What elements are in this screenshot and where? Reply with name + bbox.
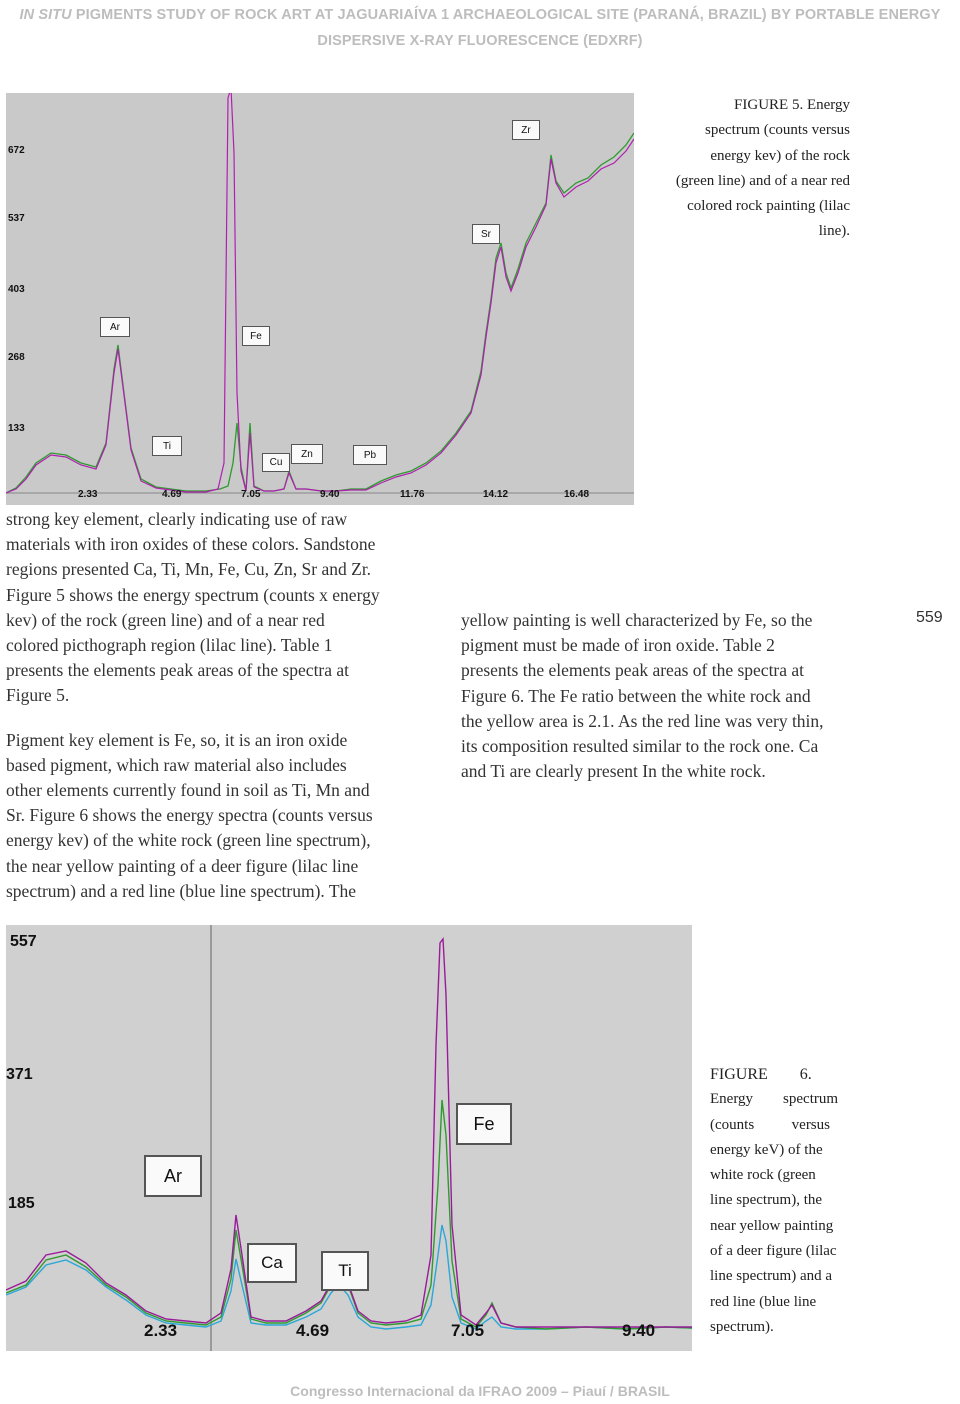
text-line: energy kev) of the white rock (green line spectrum), — [6, 830, 371, 851]
figure5-ytick-0: 672 — [8, 145, 25, 156]
figure6-caption-line: line spectrum), the — [710, 1192, 823, 1209]
text-line: and Ti are clearly present In the white rock. — [461, 761, 766, 782]
left-paragraph-1 — [6, 507, 456, 709]
text-line: regions presented Ca, Ti, Mn, Fe, Cu, Zn, Sr and Zr. — [6, 559, 372, 580]
figure6-white-rock-series — [6, 1100, 692, 1329]
figure6-caption-line: (counts versus — [710, 1116, 830, 1133]
figure5-ytick-4: 133 — [8, 423, 25, 434]
text-line: other elements currently found in soil as Ti, Mn and — [6, 780, 370, 801]
text-line: the near yellow painting of a deer figure (lilac line — [6, 855, 359, 876]
text-line: kev) of the rock (green line) and of a near red — [6, 609, 325, 630]
text-line: colored picthograph region (lilac line). Table 1 — [6, 635, 333, 656]
figure5-xtick-2: 7.05 — [241, 489, 261, 500]
figure6-caption-line: of a deer figure (lilac — [710, 1243, 837, 1260]
text-line: materials with iron oxides of these colors. Sandstone — [6, 534, 376, 555]
figure5-peak-sr: Sr — [472, 224, 500, 244]
figure6-caption-line: line spectrum) and a — [710, 1268, 833, 1285]
figure5-ytick-1: 537 — [8, 213, 25, 224]
figure6-peak-ti: Ti — [321, 1251, 369, 1291]
figure6-peak-fe: Fe — [456, 1103, 512, 1145]
right-column — [461, 608, 901, 784]
figure5-caption-line: spectrum (counts versus — [705, 122, 850, 139]
figure5-peak-cu: Cu — [262, 453, 290, 472]
running-header-line1-rest: PIGMENTS STUDY OF ROCK ART AT JAGUARIAÍVA 1 ARCHAEOLOGICAL SITE (PARANÁ, BRAZIL) BY PORTABLE ENERGY — [71, 7, 941, 23]
figure6-xtick-2: 7.05 — [451, 1321, 485, 1340]
figure6-peak-ar: Ar — [144, 1155, 202, 1197]
text-line: yellow painting is well characterized by Fe, so the — [461, 610, 813, 630]
figure6-ytick-1: 371 — [6, 1066, 33, 1083]
figure5-ytick-2: 403 — [8, 284, 25, 295]
text-line: Figure 6. The Fe ratio between the white rock and — [461, 685, 811, 706]
figure6-caption-line: red line (blue line — [710, 1293, 817, 1310]
figure5-ytick-3: 268 — [8, 352, 25, 363]
figure5-xtick-0: 2.33 — [78, 489, 98, 500]
figure5-peak-pb: Pb — [353, 445, 387, 465]
figure5-xtick-6: 16.48 — [564, 489, 590, 500]
figure5-xtick-5: 14.12 — [483, 489, 509, 500]
text-line: spectrum) and a red line (blue line spectrum). The — [6, 880, 357, 901]
figure5-peak-ar: Ar — [100, 317, 130, 337]
figure6-caption-title: FIGURE 6. — [710, 1066, 812, 1083]
running-header-italic: IN SITU — [19, 7, 72, 23]
text-line: Sr. Figure 6 shows the energy spectra (counts versus — [6, 805, 373, 826]
figure5-caption — [640, 93, 850, 245]
text-line: pigment must be made of iron oxide. Table 2 — [461, 635, 775, 656]
figure5-caption-line: colored rock painting (lilac — [687, 198, 850, 215]
figure6-spectrum — [6, 925, 692, 1351]
left-paragraph-2 — [6, 728, 456, 904]
figure6-caption-line: energy keV) of the — [710, 1141, 823, 1158]
figure6-ytick-2: 185 — [8, 1195, 35, 1212]
figure6-xtick-0: 2.33 — [144, 1321, 178, 1340]
figure5-caption-label: FIGURE 5. Energy — [734, 97, 850, 113]
page-number: 559 — [916, 609, 943, 626]
text-line: its composition resulted similar to the rock one. Ca — [461, 736, 819, 757]
running-header — [0, 2, 960, 54]
figure6-xtick-3: 9.40 — [622, 1321, 656, 1340]
figure5-spectrum — [6, 93, 634, 505]
text-line: Pigment key element is Fe, so, it is an iron oxide — [6, 729, 348, 750]
text-line: presents the elements peak areas of the spectra at — [6, 660, 350, 681]
figure5-caption-line: (green line) and of a near red — [675, 172, 850, 189]
page-footer: Congresso Internacional da IFRAO 2009 – Piauí / BRASIL — [290, 1383, 670, 1399]
figure5-rock-line — [6, 133, 634, 493]
running-header-line1 — [0, 2, 960, 28]
figure6-caption-line: near yellow painting — [710, 1217, 834, 1234]
figure5-xtick-4: 11.76 — [400, 489, 425, 500]
figure5-xtick-3: 9.40 — [320, 489, 340, 500]
figure6-peak-ca: Ca — [247, 1243, 297, 1283]
text-line: strong key element, clearly indicating use of raw — [6, 509, 348, 529]
figure5-peak-fe: Fe — [242, 326, 270, 346]
text-line: the yellow area is 2.1. As the red line was very thin, — [461, 710, 824, 731]
figure5-peak-zn: Zn — [291, 444, 323, 464]
text-line: Figure 5 shows the energy spectrum (counts x energy — [6, 584, 380, 605]
text-line: Figure 5. — [6, 685, 70, 706]
figure5-caption-line: energy kev) of the rock — [710, 147, 850, 164]
running-header-line2: DISPERSIVE X-RAY FLUORESCENCE (EDXRF) — [317, 33, 643, 49]
figure5-xtick-1: 4.69 — [162, 489, 182, 500]
figure5-caption-line — [640, 93, 850, 118]
figure5-peak-ti: Ti — [152, 436, 182, 456]
figure6-ytick-0: 557 — [10, 933, 37, 950]
figure6-caption-line: Energy spectrum — [710, 1091, 839, 1108]
text-line: presents the elements peak areas of the spectra at — [461, 660, 805, 681]
figure5-peak-zr: Zr — [512, 120, 540, 140]
text-line: based pigment, which raw material also includes — [6, 754, 347, 775]
figure5-caption-line: line). — [818, 223, 850, 240]
figure6-caption-line: white rock (green — [710, 1167, 816, 1184]
left-column — [6, 507, 456, 904]
figure6-caption-line: spectrum). — [710, 1318, 774, 1335]
figure6-xtick-1: 4.69 — [296, 1321, 330, 1340]
figure6-caption — [710, 1062, 855, 1340]
figure5-painting-line — [6, 93, 634, 493]
